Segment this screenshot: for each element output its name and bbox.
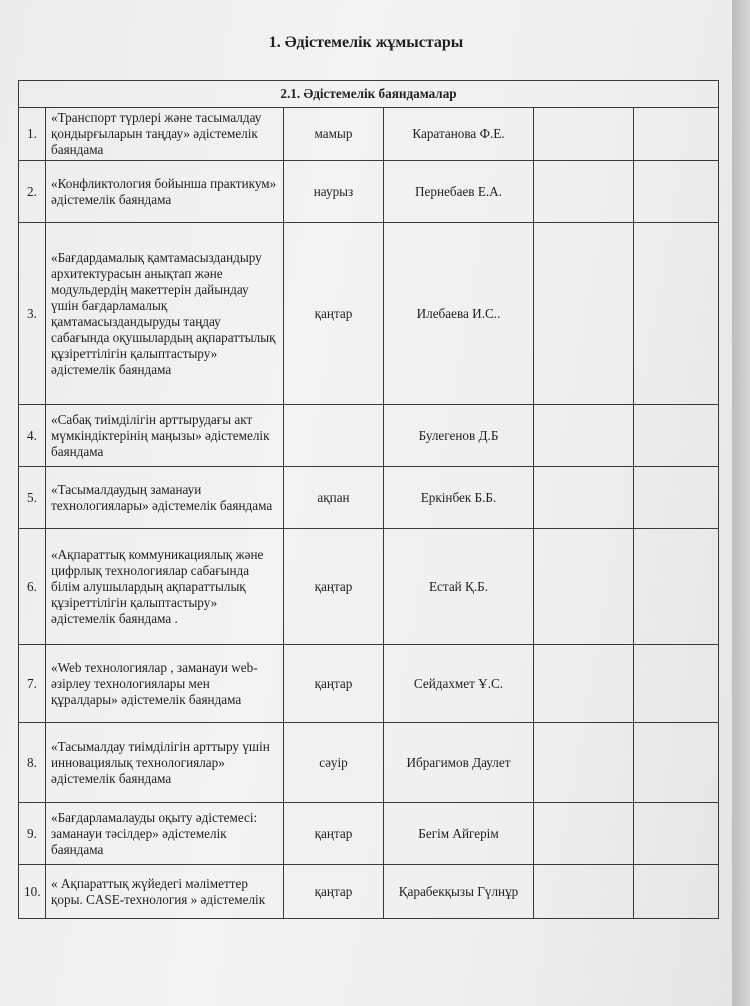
empty-cell	[534, 108, 634, 161]
table-row	[19, 108, 719, 161]
empty-cell	[534, 865, 634, 919]
empty-cell	[534, 803, 634, 865]
empty-cell	[534, 723, 634, 803]
table-row	[19, 645, 719, 723]
empty-cell	[634, 405, 719, 467]
methodical-reports-table	[18, 80, 719, 919]
report-topic: « Ақпараттық жүйедегі мәліметтер қоры. CASE-технология » әдістемелік	[46, 865, 284, 919]
empty-cell	[634, 645, 719, 723]
empty-cell	[634, 529, 719, 645]
empty-cell	[534, 645, 634, 723]
row-number: 9.	[19, 803, 46, 865]
table-row	[19, 529, 719, 645]
empty-cell	[534, 223, 634, 405]
table-row	[19, 865, 719, 919]
section-header-row	[19, 81, 719, 108]
report-author: Каратанова Ф.Е.	[384, 108, 534, 161]
report-month: қаңтар	[284, 803, 384, 865]
empty-cell	[634, 108, 719, 161]
report-topic: «Web технологиялар , заманауи web-әзірлеу технологиялары мен құралдары» әдістемелік баяндама	[46, 645, 284, 723]
section-header: 2.1. Әдістемелік баяндамалар	[19, 81, 719, 108]
report-topic: «Тасымалдаудың заманауи технологиялары» әдістемелік баяндама	[46, 467, 284, 529]
empty-cell	[634, 161, 719, 223]
report-month: қаңтар	[284, 865, 384, 919]
report-topic: «Транспорт түрлері және тасымалдау қондырғыларын таңдау» әдістемелік баяндама	[46, 108, 284, 161]
row-number: 5.	[19, 467, 46, 529]
empty-cell	[534, 161, 634, 223]
report-month: наурыз	[284, 161, 384, 223]
report-month: ақпан	[284, 467, 384, 529]
report-topic: «Бағдарламалауды оқыту әдістемесі: заманауи тәсілдер» әдістемелік баяндама	[46, 803, 284, 865]
row-number: 10.	[19, 865, 46, 919]
row-number: 8.	[19, 723, 46, 803]
empty-cell	[534, 405, 634, 467]
empty-cell	[634, 803, 719, 865]
report-month: сәуір	[284, 723, 384, 803]
report-author: Естай Қ.Б.	[384, 529, 534, 645]
report-author: Сейдахмет Ұ.С.	[384, 645, 534, 723]
table-row	[19, 723, 719, 803]
report-author: Қарабекқызы Гүлнұр	[384, 865, 534, 919]
table-row	[19, 803, 719, 865]
row-number: 3.	[19, 223, 46, 405]
report-author: Ибрагимов Даулет	[384, 723, 534, 803]
report-month: қаңтар	[284, 529, 384, 645]
report-topic: «Бағдардамалық қамтамасыздандыру архитектурасын анықтап және модульдердің макеттерін дайындау үшін бағдарламалық қамтамасыздандыруды таңдау сабағында оқушылардың ақпараттылық құзіреттілігін қалыптастыру» әдістемелік баяндама	[46, 223, 284, 405]
report-author: Булегенов Д.Б	[384, 405, 534, 467]
report-month: қаңтар	[284, 645, 384, 723]
empty-cell	[634, 723, 719, 803]
report-topic: «Сабақ тиімділігін арттырудағы акт мүмкіндіктерінің маңызы» әдістемелік баяндама	[46, 405, 284, 467]
row-number: 4.	[19, 405, 46, 467]
row-number: 2.	[19, 161, 46, 223]
empty-cell	[534, 467, 634, 529]
report-topic: «Конфликтология бойынша практикум» әдістемелік баяндама	[46, 161, 284, 223]
row-number: 6.	[19, 529, 46, 645]
report-author: Бегім Айгерім	[384, 803, 534, 865]
report-topic: «Тасымалдау тиімділігін арттыру үшін инновациялық технологиялар» әдістемелік баяндама	[46, 723, 284, 803]
report-topic: «Ақпараттық коммуникациялық және цифрлық технологиялар сабағында білім алушылардың ақпараттылық құзіреттілігін қалыптастыру» әдістемелік баяндама .	[46, 529, 284, 645]
row-number: 7.	[19, 645, 46, 723]
empty-cell	[634, 865, 719, 919]
report-author: Пернебаев Е.А.	[384, 161, 534, 223]
empty-cell	[534, 529, 634, 645]
page-edge-shadow	[732, 0, 750, 1006]
report-month: мамыр	[284, 108, 384, 161]
report-month: қаңтар	[284, 223, 384, 405]
report-month	[284, 405, 384, 467]
row-number: 1.	[19, 108, 46, 161]
table-row	[19, 161, 719, 223]
report-author: Илебаева И.С..	[384, 223, 534, 405]
empty-cell	[634, 223, 719, 405]
table-row	[19, 223, 719, 405]
report-author: Еркінбек Б.Б.	[384, 467, 534, 529]
table-row	[19, 405, 719, 467]
page-title: 1. Әдістемелік жұмыстары	[268, 34, 464, 51]
empty-cell	[634, 467, 719, 529]
table-row	[19, 467, 719, 529]
